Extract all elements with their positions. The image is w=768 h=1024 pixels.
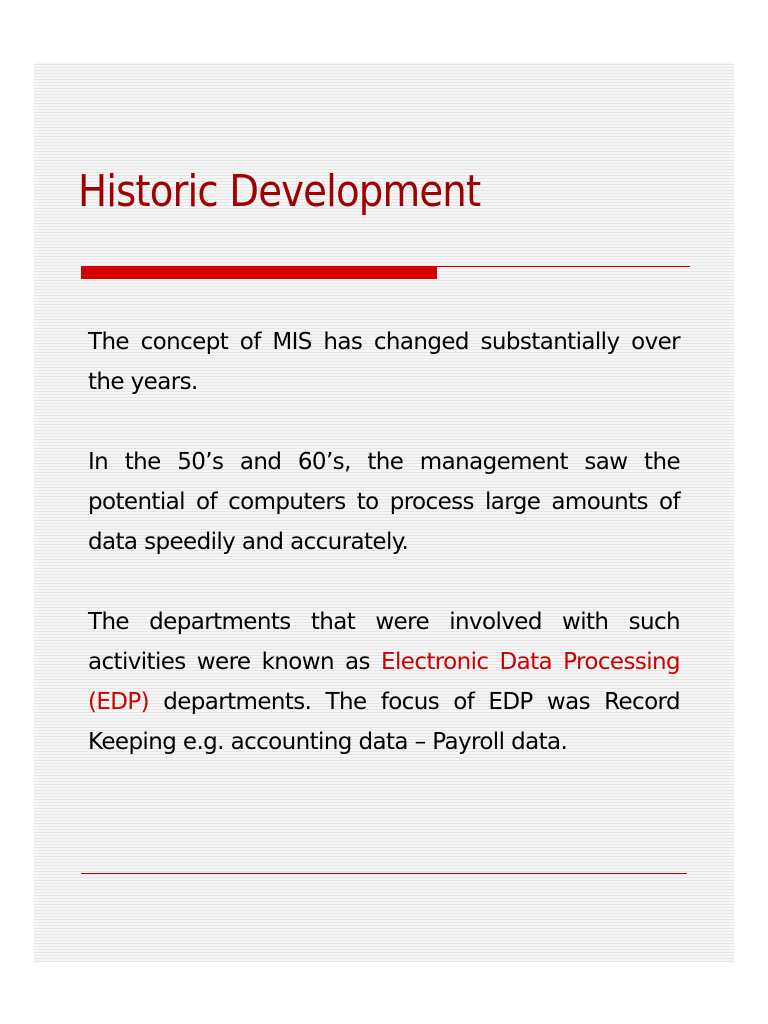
slide [34,62,734,962]
paragraph-edp-departments [88,602,680,762]
paragraph-50s-60s: In the 50’s and 60’s, the management saw the potential of computers to process large amounts of data speedily and accurately. [88,449,680,555]
title-accent-bar [81,266,437,279]
edp-text-before: The departments that were involved with such activities were known as [88,609,680,675]
edp-highlight-term: Electronic Data Processing (EDP) [88,649,680,715]
slide-body [88,322,680,762]
title-underline-rule [437,266,690,267]
slide-title: Historic Development [78,166,481,217]
footer-rule [81,873,687,874]
paragraph-mis-concept: The concept of MIS has changed substantially over the years. [88,329,680,395]
edp-text-after: departments. The focus of EDP was Record Keeping e.g. accounting data – Payroll data. [88,689,680,755]
